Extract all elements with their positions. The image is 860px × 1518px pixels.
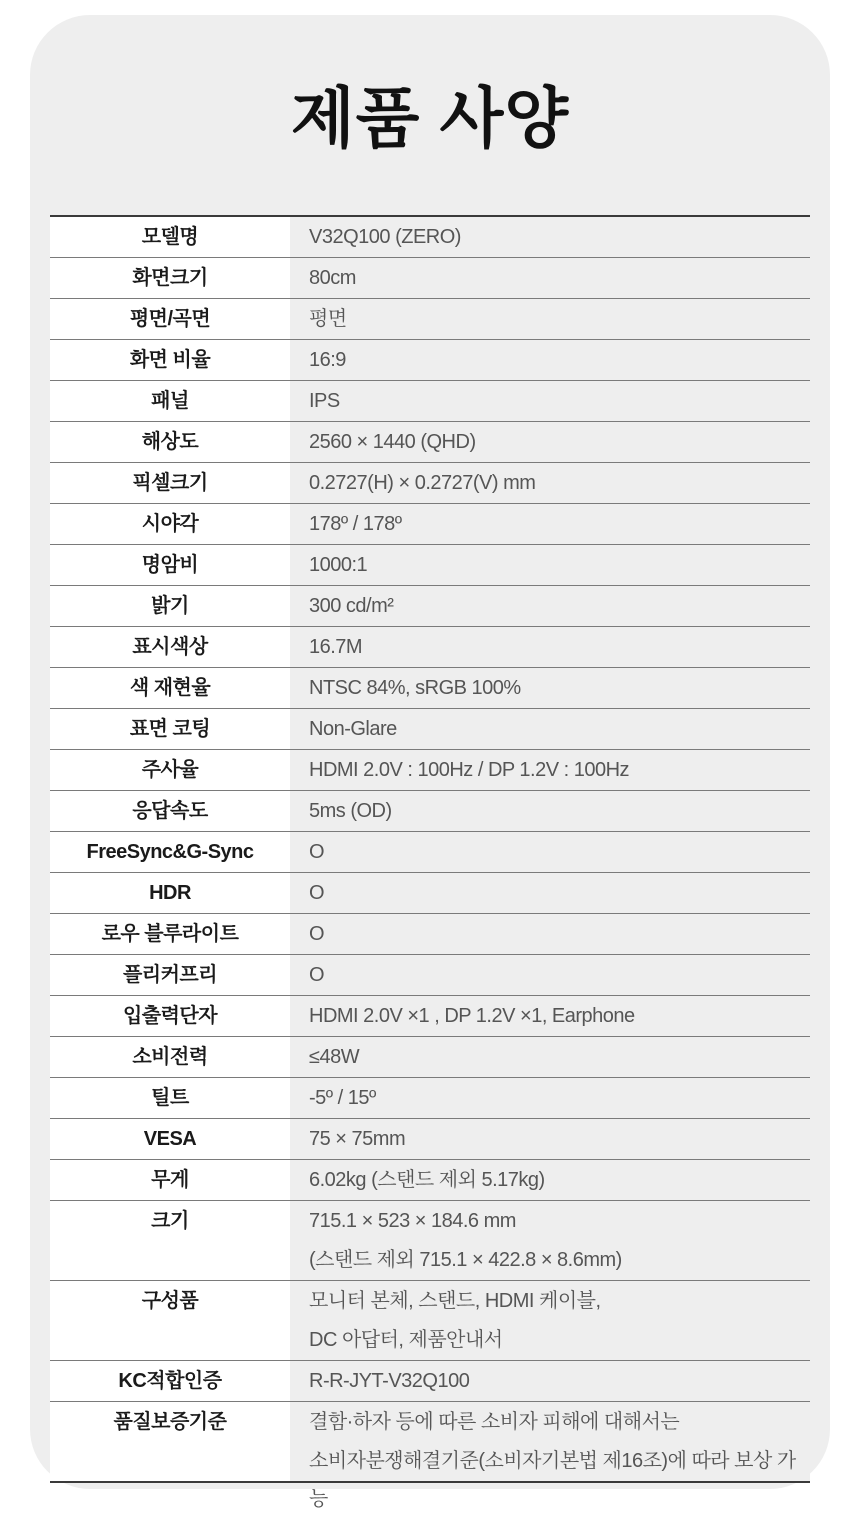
spec-value-line: 0.2727(H) × 0.2727(V) mm	[309, 472, 536, 494]
spec-label: 모델명	[50, 217, 290, 257]
spec-value	[290, 1281, 810, 1360]
spec-label: 시야각	[50, 504, 290, 544]
spec-label: 색 재현율	[50, 668, 290, 708]
spec-value	[290, 217, 810, 257]
spec-value	[290, 914, 810, 954]
spec-value	[290, 1160, 810, 1200]
spec-value-line: 모니터 본체, 스탠드, HDMI 케이블,	[309, 1290, 601, 1312]
spec-value	[290, 1361, 810, 1401]
spec-value	[290, 873, 810, 913]
spec-row	[50, 831, 810, 872]
spec-value	[290, 1402, 810, 1510]
spec-row	[50, 298, 810, 339]
spec-label: 밝기	[50, 586, 290, 626]
spec-label: VESA	[50, 1119, 290, 1159]
spec-label: 응답속도	[50, 791, 290, 831]
spec-row	[50, 790, 810, 831]
spec-value-line: 6.02kg (스탠드 제외 5.17kg)	[309, 1169, 545, 1191]
spec-value-line: 5ms (OD)	[309, 800, 392, 822]
spec-label: HDR	[50, 873, 290, 913]
spec-label: 해상도	[50, 422, 290, 462]
spec-value-line: O	[309, 882, 325, 904]
spec-value-line: 80cm	[309, 267, 356, 289]
spec-row	[50, 995, 810, 1036]
spec-value	[290, 955, 810, 995]
spec-label: 패널	[50, 381, 290, 421]
spec-label: 플리커프리	[50, 955, 290, 995]
spec-value-line: NTSC 84%, sRGB 100%	[309, 677, 521, 699]
spec-row	[50, 1077, 810, 1118]
spec-value-line: ≤48W	[309, 1046, 360, 1068]
spec-label: 무게	[50, 1160, 290, 1200]
spec-row	[50, 462, 810, 503]
spec-label: FreeSync&G-Sync	[50, 832, 290, 872]
spec-row	[50, 708, 810, 749]
spec-row	[50, 339, 810, 380]
spec-value-line: HDMI 2.0V : 100Hz / DP 1.2V : 100Hz	[309, 759, 630, 781]
spec-label: 화면크기	[50, 258, 290, 298]
spec-row	[50, 544, 810, 585]
spec-label: 품질보증기준	[50, 1402, 290, 1481]
spec-row	[50, 1360, 810, 1401]
spec-value	[290, 996, 810, 1036]
spec-row	[50, 667, 810, 708]
spec-table	[50, 215, 810, 1510]
spec-value-line: 16:9	[309, 349, 346, 371]
spec-value-line: -5º / 15º	[309, 1087, 376, 1109]
spec-value-line: (스탠드 제외 715.1 × 422.8 × 8.6mm)	[309, 1249, 622, 1271]
spec-value-line: O	[309, 841, 325, 863]
spec-row	[50, 1200, 810, 1280]
spec-row	[50, 1118, 810, 1159]
spec-row	[50, 954, 810, 995]
spec-row	[50, 872, 810, 913]
spec-row	[50, 1401, 810, 1510]
spec-value	[290, 1119, 810, 1159]
spec-value-line: Non-Glare	[309, 718, 397, 740]
spec-row	[50, 749, 810, 790]
spec-value-line: DC 아답터, 제품안내서	[309, 1329, 503, 1351]
spec-row	[50, 380, 810, 421]
spec-value	[290, 340, 810, 380]
page-title: 제품 사양	[290, 81, 570, 155]
spec-value	[290, 545, 810, 585]
spec-value-line: IPS	[309, 390, 340, 412]
spec-label: 소비전력	[50, 1037, 290, 1077]
spec-value	[290, 586, 810, 626]
spec-row	[50, 585, 810, 626]
spec-value	[290, 1037, 810, 1077]
spec-value-line: O	[309, 923, 325, 945]
spec-row	[50, 1036, 810, 1077]
spec-value	[290, 299, 810, 339]
spec-row	[50, 421, 810, 462]
spec-value-line: O	[309, 964, 325, 986]
spec-value	[290, 463, 810, 503]
spec-value-line: R-R-JYT-V32Q100	[309, 1370, 470, 1392]
spec-value	[290, 750, 810, 790]
spec-value-line: 2560 × 1440 (QHD)	[309, 431, 476, 453]
spec-row	[50, 1159, 810, 1200]
spec-value-line: 1000:1	[309, 554, 368, 576]
spec-value-line: 소비자분쟁해결기준(소비자기본법 제16조)에 따라 보상 가능	[309, 1450, 796, 1510]
spec-value-line: 16.7M	[309, 636, 363, 658]
spec-label: 표면 코팅	[50, 709, 290, 749]
spec-label: 명암비	[50, 545, 290, 585]
spec-row	[50, 913, 810, 954]
spec-value	[290, 504, 810, 544]
spec-label: 로우 블루라이트	[50, 914, 290, 954]
spec-row	[50, 257, 810, 298]
spec-label: 화면 비율	[50, 340, 290, 380]
spec-label: 픽셀크기	[50, 463, 290, 503]
spec-value	[290, 381, 810, 421]
spec-label: 크기	[50, 1201, 290, 1280]
spec-label: KC적합인증	[50, 1361, 290, 1401]
spec-value	[290, 791, 810, 831]
spec-row	[50, 217, 810, 257]
spec-value	[290, 1201, 810, 1280]
spec-row	[50, 1280, 810, 1360]
spec-label: 입출력단자	[50, 996, 290, 1036]
spec-value-line: 평면	[309, 308, 347, 330]
spec-label: 구성품	[50, 1281, 290, 1360]
spec-value	[290, 668, 810, 708]
spec-value-line: 300 cd/m²	[309, 595, 394, 617]
spec-value	[290, 627, 810, 667]
spec-label: 틸트	[50, 1078, 290, 1118]
spec-value	[290, 709, 810, 749]
spec-value-line: HDMI 2.0V ×1 , DP 1.2V ×1, Earphone	[309, 1005, 635, 1027]
spec-row	[50, 503, 810, 544]
spec-value	[290, 1078, 810, 1118]
spec-value	[290, 832, 810, 872]
spec-label: 평면/곡면	[50, 299, 290, 339]
spec-value-line: 715.1 × 523 × 184.6 mm	[309, 1210, 516, 1232]
spec-value-line: 결함·하자 등에 따른 소비자 피해에 대해서는	[309, 1411, 680, 1433]
spec-row	[50, 626, 810, 667]
spec-label: 주사율	[50, 750, 290, 790]
spec-value-line: 178º / 178º	[309, 513, 402, 535]
spec-value	[290, 258, 810, 298]
spec-value-line: 75 × 75mm	[309, 1128, 406, 1150]
spec-value-line: V32Q100 (ZERO)	[309, 226, 461, 248]
spec-value	[290, 422, 810, 462]
spec-label: 표시색상	[50, 627, 290, 667]
